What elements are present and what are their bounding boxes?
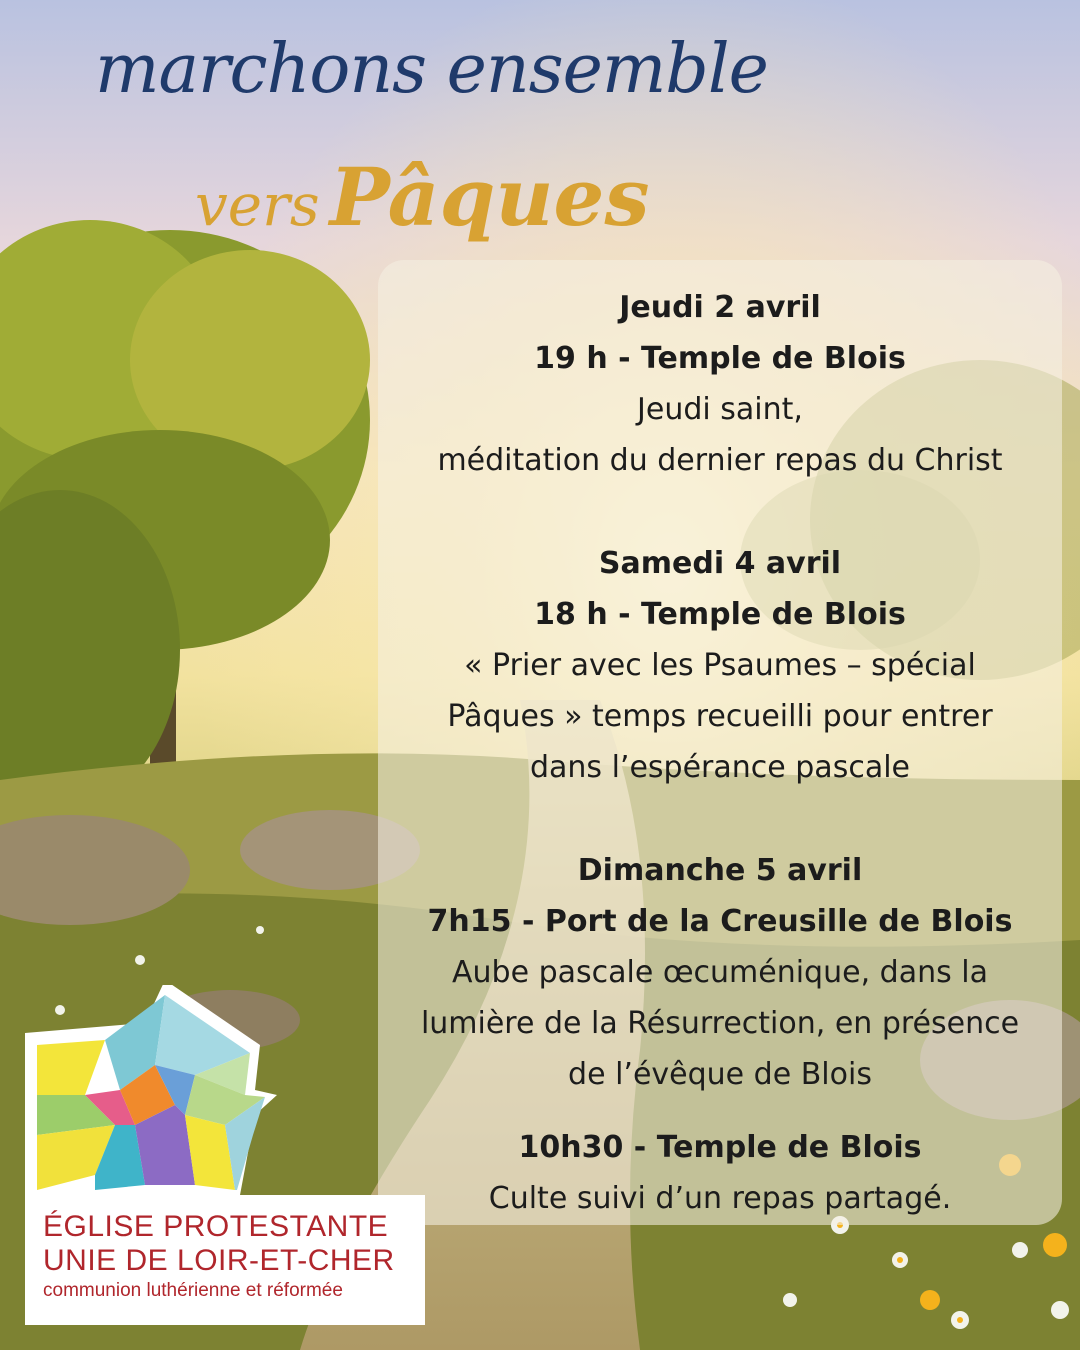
logo-line-2: UNIE DE LOIR-ET-CHER xyxy=(43,1244,395,1277)
event-3 xyxy=(378,845,1062,1100)
event-1-desc-2: méditation du dernier repas du Christ xyxy=(437,443,1003,478)
event-1-desc-1: Jeudi saint, xyxy=(637,392,803,427)
event-2-date: Samedi 4 avril xyxy=(598,546,842,581)
event-3-desc-3: de l’évêque de Blois xyxy=(568,1057,872,1092)
title-vers: vers xyxy=(195,171,320,239)
event-3-desc-2: lumière de la Résurrection, en présence xyxy=(420,1006,1020,1041)
event-2 xyxy=(378,538,1062,793)
event-4-desc-1: Culte suivi d’un repas partagé. xyxy=(488,1181,952,1216)
event-4 xyxy=(378,1122,1062,1224)
event-2-desc-3: dans l’espérance pascale xyxy=(529,750,910,785)
logo-text xyxy=(43,1210,433,1304)
event-3-desc-1: Aube pascale œcuménique, dans la xyxy=(452,955,988,990)
event-3-time-place: 7h15 - Port de la Creusille de Blois xyxy=(427,904,1013,939)
event-2-desc-2: Pâques » temps recueilli pour entrer xyxy=(447,699,993,734)
event-4-time-place: 10h30 - Temple de Blois xyxy=(518,1130,922,1165)
title-line1: marchons ensemble xyxy=(95,30,768,109)
logo-line-1: ÉGLISE PROTESTANTE xyxy=(43,1210,389,1243)
event-2-desc-1: « Prier avec les Psaumes – spécial xyxy=(464,648,976,683)
event-2-time-place: 18 h - Temple de Blois xyxy=(534,597,906,632)
program-panel xyxy=(378,260,1062,1225)
title-line2 xyxy=(195,150,649,244)
event-3-date: Dimanche 5 avril xyxy=(577,853,863,888)
church-logo xyxy=(25,985,425,1325)
event-1-time-place: 19 h - Temple de Blois xyxy=(534,341,906,376)
event-1 xyxy=(378,282,1062,486)
title-paques: Pâques xyxy=(329,150,650,244)
logo-line-3: communion luthérienne et réformée xyxy=(43,1280,343,1301)
event-1-date: Jeudi 2 avril xyxy=(619,290,821,325)
